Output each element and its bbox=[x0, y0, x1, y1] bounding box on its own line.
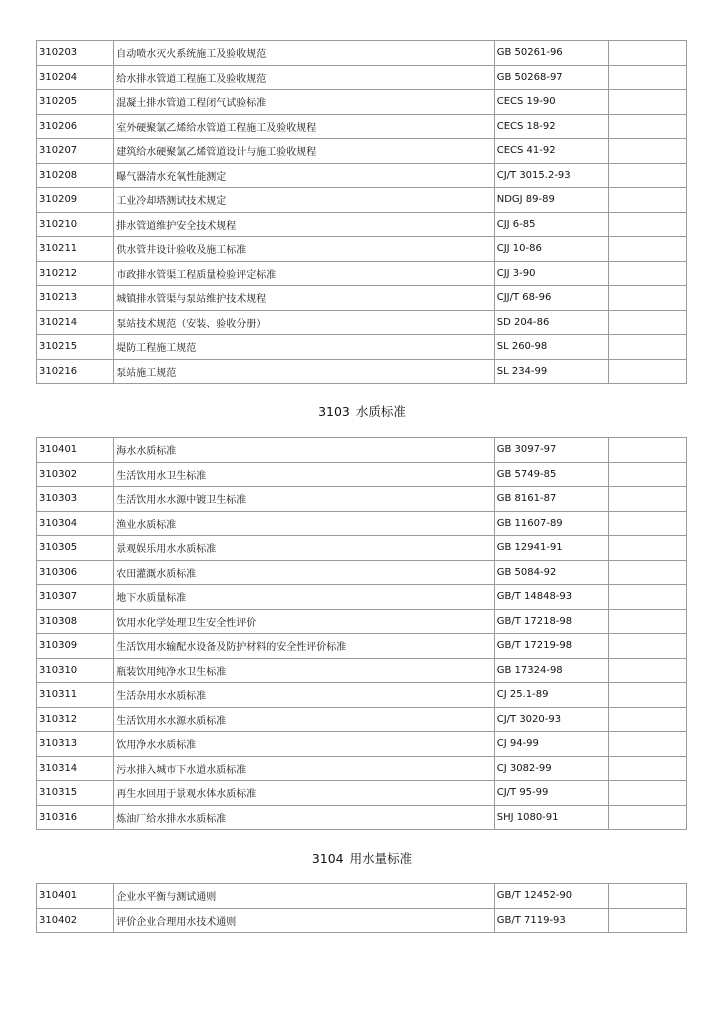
table-row bbox=[37, 658, 687, 683]
standard-number-cell: GB/T 17218-98 bbox=[494, 609, 608, 634]
standard-name-cell: 城镇排水管渠与泵站维护技术规程 bbox=[114, 286, 494, 311]
standard-code-cell: 310308 bbox=[37, 609, 114, 634]
table-row bbox=[37, 585, 687, 610]
standard-code-cell: 310213 bbox=[37, 286, 114, 311]
remark-cell bbox=[608, 41, 686, 66]
standard-number-cell: CJ/T 3020-93 bbox=[494, 707, 608, 732]
standard-name-cell: 混凝土排水管道工程闭气试验标准 bbox=[114, 90, 494, 115]
standard-name-cell: 泵站施工规范 bbox=[114, 359, 494, 384]
standard-code-cell: 310314 bbox=[37, 756, 114, 781]
table-row bbox=[37, 286, 687, 311]
table-row bbox=[37, 884, 687, 909]
standard-number-cell: CJJ/T 68-96 bbox=[494, 286, 608, 311]
remark-cell bbox=[608, 683, 686, 708]
remark-cell bbox=[608, 884, 686, 909]
standard-code-cell: 310307 bbox=[37, 585, 114, 610]
standard-name-cell: 工业冷却塔测试技术规定 bbox=[114, 188, 494, 213]
section-title: 水质标准 bbox=[355, 404, 406, 419]
standard-code-cell: 310312 bbox=[37, 707, 114, 732]
table-row bbox=[37, 114, 687, 139]
standard-name-cell: 渔业水质标准 bbox=[114, 511, 494, 536]
table-row bbox=[37, 237, 687, 262]
table-row bbox=[37, 41, 687, 66]
standard-name-cell: 生活饮用水卫生标准 bbox=[114, 462, 494, 487]
standard-number-cell: SL 234-99 bbox=[494, 359, 608, 384]
standard-number-cell: GB/T 12452-90 bbox=[494, 884, 608, 909]
standard-name-cell: 再生水回用于景观水体水质标准 bbox=[114, 781, 494, 806]
remark-cell bbox=[608, 732, 686, 757]
remark-cell bbox=[608, 805, 686, 830]
standard-number-cell: GB 8161-87 bbox=[494, 487, 608, 512]
standard-number-cell: GB 17324-98 bbox=[494, 658, 608, 683]
remark-cell bbox=[608, 286, 686, 311]
table-row bbox=[37, 756, 687, 781]
standard-name-cell: 堤防工程施工规范 bbox=[114, 335, 494, 360]
standard-code-cell: 310304 bbox=[37, 511, 114, 536]
table-row bbox=[37, 65, 687, 90]
remark-cell bbox=[608, 65, 686, 90]
standard-number-cell: GB 50268-97 bbox=[494, 65, 608, 90]
section-heading-3103 bbox=[0, 402, 724, 420]
remark-cell bbox=[608, 90, 686, 115]
standard-code-cell: 310303 bbox=[37, 487, 114, 512]
standard-name-cell: 地下水质量标准 bbox=[114, 585, 494, 610]
remark-cell bbox=[608, 585, 686, 610]
table-row bbox=[37, 781, 687, 806]
standard-number-cell: CJJ 6-85 bbox=[494, 212, 608, 237]
standard-code-cell: 310209 bbox=[37, 188, 114, 213]
table-row bbox=[37, 438, 687, 463]
standard-number-cell: NDGJ 89-89 bbox=[494, 188, 608, 213]
standard-code-cell: 310316 bbox=[37, 805, 114, 830]
section-number: 3103 bbox=[318, 404, 350, 419]
standard-number-cell: CJJ 3-90 bbox=[494, 261, 608, 286]
standards-table-3103 bbox=[36, 437, 687, 830]
standard-name-cell: 给水排水管道工程施工及验收规范 bbox=[114, 65, 494, 90]
remark-cell bbox=[608, 908, 686, 933]
remark-cell bbox=[608, 261, 686, 286]
standard-name-cell: 供水管井设计验收及施工标准 bbox=[114, 237, 494, 262]
table-row bbox=[37, 359, 687, 384]
standard-code-cell: 310309 bbox=[37, 634, 114, 659]
remark-cell bbox=[608, 335, 686, 360]
table-row bbox=[37, 188, 687, 213]
table-row bbox=[37, 908, 687, 933]
standard-code-cell: 310206 bbox=[37, 114, 114, 139]
standard-name-cell: 炼油厂给水排水水质标准 bbox=[114, 805, 494, 830]
standard-code-cell: 310215 bbox=[37, 335, 114, 360]
table-row bbox=[37, 462, 687, 487]
table-row bbox=[37, 487, 687, 512]
standard-code-cell: 310210 bbox=[37, 212, 114, 237]
standard-number-cell: GB 5084-92 bbox=[494, 560, 608, 585]
section-heading-3104 bbox=[0, 849, 724, 867]
standard-code-cell: 310203 bbox=[37, 41, 114, 66]
remark-cell bbox=[608, 560, 686, 585]
standard-number-cell: CJJ 10-86 bbox=[494, 237, 608, 262]
standard-number-cell: GB 12941-91 bbox=[494, 536, 608, 561]
section-number: 3104 bbox=[311, 851, 344, 866]
standard-code-cell: 310207 bbox=[37, 139, 114, 164]
standard-number-cell: SD 204-86 bbox=[494, 310, 608, 335]
standard-code-cell: 310216 bbox=[37, 359, 114, 384]
standard-name-cell: 生活饮用水水源中镀卫生标准 bbox=[114, 487, 494, 512]
standard-name-cell: 海水水质标准 bbox=[114, 438, 494, 463]
standard-name-cell: 瓶装饮用纯净水卫生标准 bbox=[114, 658, 494, 683]
standard-number-cell: GB 11607-89 bbox=[494, 511, 608, 536]
standard-name-cell: 景观娱乐用水水质标准 bbox=[114, 536, 494, 561]
standard-code-cell: 310212 bbox=[37, 261, 114, 286]
table-row bbox=[37, 805, 687, 830]
standard-code-cell: 310402 bbox=[37, 908, 114, 933]
remark-cell bbox=[608, 707, 686, 732]
remark-cell bbox=[608, 487, 686, 512]
standard-name-cell: 农田灌溉水质标准 bbox=[114, 560, 494, 585]
standard-name-cell: 污水排入城市下水道水质标准 bbox=[114, 756, 494, 781]
remark-cell bbox=[608, 658, 686, 683]
standard-number-cell: SL 260-98 bbox=[494, 335, 608, 360]
standard-number-cell: CJ 94-99 bbox=[494, 732, 608, 757]
standard-code-cell: 310205 bbox=[37, 90, 114, 115]
standard-number-cell: GB/T 14848-93 bbox=[494, 585, 608, 610]
standard-code-cell: 310214 bbox=[37, 310, 114, 335]
table-body bbox=[37, 438, 687, 830]
standard-name-cell: 排水管道维护安全技术规程 bbox=[114, 212, 494, 237]
standard-code-cell: 310302 bbox=[37, 462, 114, 487]
table-row bbox=[37, 511, 687, 536]
section-title: 用水量标准 bbox=[349, 851, 413, 866]
remark-cell bbox=[608, 609, 686, 634]
standard-code-cell: 310401 bbox=[37, 884, 114, 909]
standard-name-cell: 曝气器清水充氧性能测定 bbox=[114, 163, 494, 188]
table-row bbox=[37, 683, 687, 708]
remark-cell bbox=[608, 438, 686, 463]
table-row bbox=[37, 139, 687, 164]
standard-name-cell: 企业水平衡与测试通则 bbox=[114, 884, 494, 909]
standard-name-cell: 饮用水化学处理卫生安全性评价 bbox=[114, 609, 494, 634]
remark-cell bbox=[608, 462, 686, 487]
standard-number-cell: CJ/T 3015.2-93 bbox=[494, 163, 608, 188]
remark-cell bbox=[608, 139, 686, 164]
table-row bbox=[37, 732, 687, 757]
standard-number-cell: GB 3097-97 bbox=[494, 438, 608, 463]
standards-table-3104 bbox=[36, 883, 687, 933]
standard-code-cell: 310310 bbox=[37, 658, 114, 683]
standard-name-cell: 泵站技术规范（安装、验收分册） bbox=[114, 310, 494, 335]
table-row bbox=[37, 310, 687, 335]
table-row bbox=[37, 261, 687, 286]
remark-cell bbox=[608, 163, 686, 188]
remark-cell bbox=[608, 310, 686, 335]
remark-cell bbox=[608, 188, 686, 213]
standard-name-cell: 饮用净水水质标准 bbox=[114, 732, 494, 757]
standard-number-cell: GB 50261-96 bbox=[494, 41, 608, 66]
standard-code-cell: 310211 bbox=[37, 237, 114, 262]
standard-number-cell: CJ 3082-99 bbox=[494, 756, 608, 781]
table-row bbox=[37, 163, 687, 188]
standard-code-cell: 310401 bbox=[37, 438, 114, 463]
standard-number-cell: CECS 19-90 bbox=[494, 90, 608, 115]
standards-table-3102 bbox=[36, 40, 687, 384]
standard-code-cell: 310313 bbox=[37, 732, 114, 757]
standard-code-cell: 310306 bbox=[37, 560, 114, 585]
table-row bbox=[37, 212, 687, 237]
remark-cell bbox=[608, 237, 686, 262]
standard-number-cell: CECS 18-92 bbox=[494, 114, 608, 139]
table-row bbox=[37, 560, 687, 585]
remark-cell bbox=[608, 114, 686, 139]
remark-cell bbox=[608, 756, 686, 781]
standard-name-cell: 市政排水管渠工程质量检验评定标准 bbox=[114, 261, 494, 286]
standard-name-cell: 自动喷水灭火系统施工及验收规范 bbox=[114, 41, 494, 66]
table-row bbox=[37, 335, 687, 360]
table-row bbox=[37, 634, 687, 659]
table-row bbox=[37, 609, 687, 634]
standard-number-cell: CJ 25.1-89 bbox=[494, 683, 608, 708]
standard-code-cell: 310315 bbox=[37, 781, 114, 806]
standard-number-cell: GB 5749-85 bbox=[494, 462, 608, 487]
remark-cell bbox=[608, 212, 686, 237]
remark-cell bbox=[608, 536, 686, 561]
standard-name-cell: 评价企业合理用水技术通则 bbox=[114, 908, 494, 933]
table-row bbox=[37, 707, 687, 732]
standard-number-cell: CJ/T 95-99 bbox=[494, 781, 608, 806]
remark-cell bbox=[608, 359, 686, 384]
standard-code-cell: 310208 bbox=[37, 163, 114, 188]
remark-cell bbox=[608, 781, 686, 806]
standard-name-cell: 室外硬聚氯乙烯给水管道工程施工及验收规程 bbox=[114, 114, 494, 139]
table-body bbox=[37, 884, 687, 933]
standard-number-cell: GB/T 17219-98 bbox=[494, 634, 608, 659]
standard-number-cell: SHJ 1080-91 bbox=[494, 805, 608, 830]
standard-code-cell: 310305 bbox=[37, 536, 114, 561]
standard-number-cell: GB/T 7119-93 bbox=[494, 908, 608, 933]
standard-name-cell: 生活饮用水水源水质标准 bbox=[114, 707, 494, 732]
remark-cell bbox=[608, 634, 686, 659]
standard-code-cell: 310311 bbox=[37, 683, 114, 708]
standard-name-cell: 生活饮用水输配水设备及防护材料的安全性评价标准 bbox=[114, 634, 494, 659]
standard-number-cell: CECS 41-92 bbox=[494, 139, 608, 164]
remark-cell bbox=[608, 511, 686, 536]
standard-code-cell: 310204 bbox=[37, 65, 114, 90]
table-row bbox=[37, 90, 687, 115]
table-body bbox=[37, 41, 687, 384]
standard-name-cell: 建筑给水硬聚氯乙烯管道设计与施工验收规程 bbox=[114, 139, 494, 164]
table-row bbox=[37, 536, 687, 561]
standard-name-cell: 生活杂用水水质标准 bbox=[114, 683, 494, 708]
